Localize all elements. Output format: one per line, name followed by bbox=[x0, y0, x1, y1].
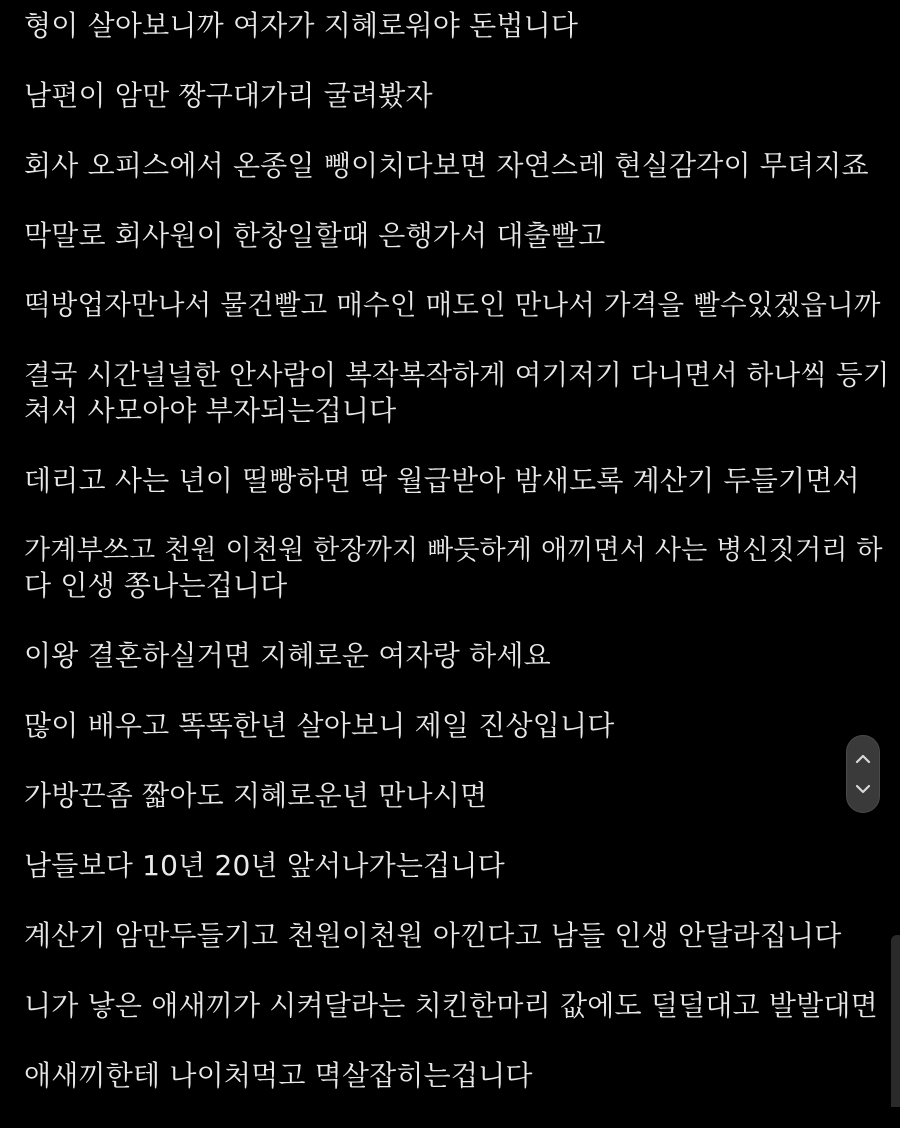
text-line: 결국 시간널널한 안사람이 복작복작하게 여기저기 다니면서 하나씩 등기 bbox=[24, 359, 890, 391]
text-line: 니가 낳은 애새끼가 시켜달라는 치킨한마리 값에도 덜덜대고 발발대면 bbox=[24, 989, 878, 1022]
text-line: 떡방업자만나서 물건빨고 매수인 매도인 만나서 가격을 빨수있겠읍니까 bbox=[24, 289, 881, 321]
text-line: 회사 오피스에서 온종일 뺑이치다보면 자연스레 현실감각이 무뎌지죠 bbox=[24, 149, 869, 182]
text-line: 가방끈좀 짧아도 지혜로운년 만나시면 bbox=[24, 779, 488, 812]
text-line: 애새끼한테 나이처먹고 멱살잡히는겁니다 bbox=[24, 1059, 533, 1092]
paragraph bbox=[24, 148, 894, 183]
paragraph bbox=[24, 533, 894, 603]
paragraph bbox=[24, 848, 894, 883]
text-line: 많이 배우고 똑똑한년 살아보니 제일 진상입니다 bbox=[24, 709, 615, 742]
scroll-control[interactable] bbox=[846, 735, 880, 813]
text-line: 막말로 회사원이 한창일할때 은행가서 대출빨고 bbox=[24, 219, 606, 252]
text-line: 형이 살아보니까 여자가 지혜로워야 돈법니다 bbox=[24, 9, 579, 42]
edge-panel-handle[interactable] bbox=[891, 935, 900, 1107]
paragraph bbox=[24, 988, 894, 1023]
chevron-down-icon[interactable] bbox=[855, 783, 871, 795]
text-line: 가계부쓰고 천원 이천원 한장까지 빠듯하게 애끼면서 사는 병신짓거리 하 bbox=[24, 535, 883, 566]
text-line: 데리고 사는 년이 띨빵하면 딱 월급받아 밤새도록 계산기 두들기면서 bbox=[24, 464, 860, 497]
paragraph bbox=[24, 638, 894, 673]
paragraph bbox=[24, 463, 894, 498]
paragraph bbox=[24, 288, 894, 323]
paragraph bbox=[24, 778, 894, 813]
paragraph bbox=[24, 8, 894, 43]
paragraph bbox=[24, 78, 894, 113]
text-line: 계산기 암만두들기고 천원이천원 아낀다고 남들 인생 안달라집니다 bbox=[24, 919, 842, 952]
paragraph bbox=[24, 358, 894, 428]
paragraph bbox=[24, 708, 894, 743]
text-line: 다 인생 쫑나는겁니다 bbox=[24, 569, 288, 602]
paragraph bbox=[24, 918, 894, 953]
paragraph bbox=[24, 218, 894, 253]
paragraph bbox=[24, 1058, 894, 1093]
post-body bbox=[24, 8, 894, 1128]
text-line: 남편이 암만 짱구대가리 굴려봤자 bbox=[24, 79, 433, 112]
text-line: 이왕 결혼하실거면 지혜로운 여자랑 하세요 bbox=[24, 639, 551, 672]
text-line: 남들보다 10년 20년 앞서나가는겁니다 bbox=[24, 849, 505, 882]
chevron-up-icon[interactable] bbox=[855, 753, 871, 765]
text-line: 쳐서 사모아야 부자되는겁니다 bbox=[24, 394, 397, 427]
